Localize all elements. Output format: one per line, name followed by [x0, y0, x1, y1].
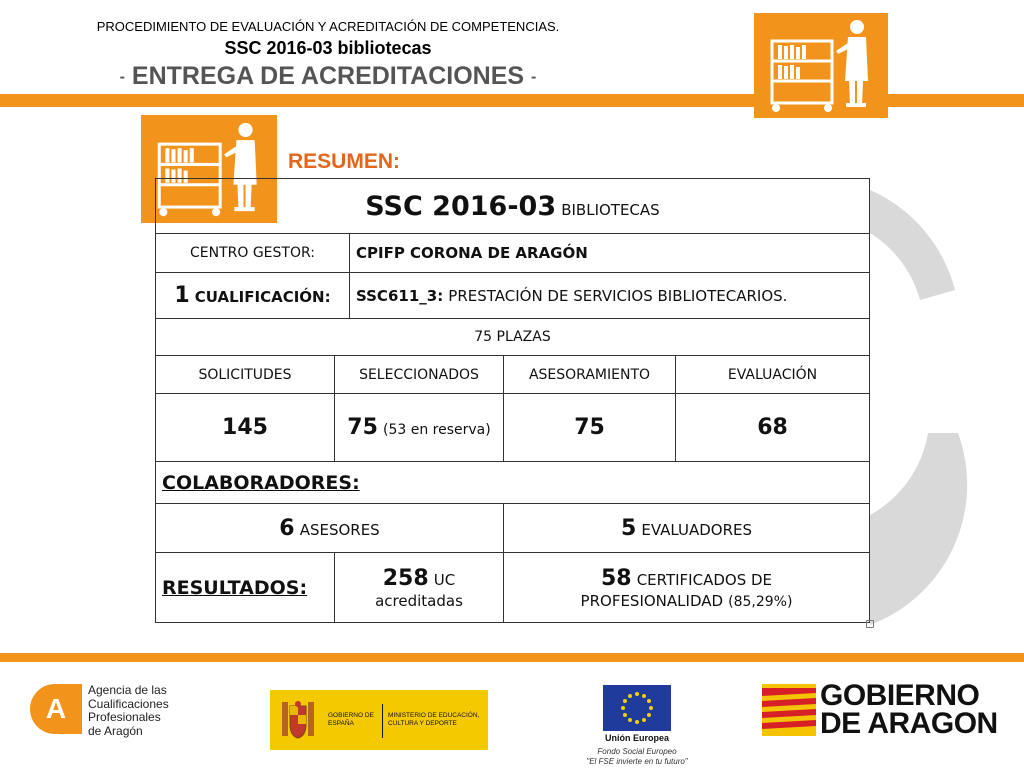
- table-title-code: SSC 2016-03: [365, 190, 557, 222]
- cualificacion-label: CUALIFICACIÓN:: [194, 288, 331, 306]
- header-seleccionados: SELECCIONADOS: [335, 356, 504, 394]
- summary-table: [155, 178, 870, 623]
- asesores-cell: [156, 504, 504, 553]
- certificados-percent: (85,29%): [728, 593, 793, 610]
- uc-cell: [335, 553, 504, 623]
- slide-marker-icon: [866, 620, 874, 628]
- acpa-text: [88, 684, 169, 738]
- value-seleccionados: 75: [347, 415, 378, 440]
- table-row: [156, 553, 870, 623]
- page-title: ENTREGA DE ACREDITACIONES: [131, 62, 525, 90]
- union-europea-logo: [586, 685, 706, 767]
- table-row: [156, 356, 870, 394]
- table-title-cell: [156, 179, 870, 234]
- header-line-3: [0, 62, 656, 91]
- librarian-pictogram-icon: [754, 13, 888, 118]
- asesores-label: ASESORES: [299, 520, 380, 539]
- colaboradores-label: COLABORADORES:: [156, 462, 870, 504]
- table-row: [156, 394, 870, 462]
- acpa-line: de Aragón: [88, 723, 143, 738]
- table-row: [156, 319, 870, 356]
- header-asesoramiento: ASESORAMIENTO: [504, 356, 676, 394]
- shield-icon: [280, 700, 316, 740]
- value-evaluacion: 68: [676, 394, 870, 462]
- acpa-logo: [30, 684, 190, 740]
- acpa-mark-icon: A: [30, 684, 82, 734]
- plazas-cell: 75 PLAZAS: [156, 319, 870, 356]
- eu-flag-icon: [603, 685, 671, 731]
- table-row: [156, 273, 870, 319]
- header-solicitudes: SOLICITUDES: [156, 356, 335, 394]
- ga-line-2: DE ARAGON: [820, 707, 998, 740]
- uc-label-2: acreditadas: [375, 591, 463, 610]
- value-seleccionados-cell: [335, 394, 504, 462]
- decorative-c-shape: [870, 185, 1024, 625]
- cualificacion-value-cell: [350, 273, 870, 319]
- table-row: [156, 504, 870, 553]
- gobierno-aragon-text: [820, 679, 998, 740]
- table-row: [156, 462, 870, 504]
- header-line-1: PROCEDIMIENTO DE EVALUACIÓN Y ACREDITACIÓN DE COMPETENCIAS.: [96, 19, 560, 34]
- acpa-line: Agencia de las: [88, 683, 167, 697]
- table-row: [156, 179, 870, 234]
- evaluadores-cell: [504, 504, 870, 553]
- ministerio-text: MINISTERIO DE EDUCACIÓN, CULTURA Y DEPORTE: [388, 712, 480, 727]
- logo-divider: [382, 704, 383, 738]
- cualificacion-desc: PRESTACIÓN DE SERVICIOS BIBLIOTECARIOS.: [448, 287, 788, 305]
- cualificacion-code: SSC611_3:: [356, 287, 444, 305]
- centro-value: CPIFP CORONA DE ARAGÓN: [350, 234, 870, 273]
- gobierno-aragon-logo: [762, 679, 1002, 740]
- header-dash: -: [119, 68, 125, 86]
- evaluadores-label: EVALUADORES: [641, 520, 753, 539]
- header-evaluacion: EVALUACIÓN: [676, 356, 870, 394]
- union-europea-text: Unión Europea: [604, 733, 669, 743]
- bottom-orange-bar: [0, 653, 1024, 662]
- fse-text: Fondo Social Europeo: [597, 747, 677, 756]
- cualificacion-label-cell: [156, 273, 350, 319]
- certificados-label: CERTIFICADOS DE: [636, 570, 773, 589]
- uc-count: 258: [382, 565, 429, 591]
- value-solicitudes: 145: [156, 394, 335, 462]
- table-title-sub: BIBLIOTECAS: [561, 200, 660, 219]
- table-row: [156, 234, 870, 273]
- header-line-2: SSC 2016-03 bibliotecas: [224, 38, 432, 58]
- resumen-heading: RESUMEN:: [288, 150, 401, 173]
- gobierno-espana-logo: [270, 690, 488, 750]
- asesores-count: 6: [279, 515, 295, 541]
- acpa-line: Cualificaciones: [88, 696, 169, 711]
- certificados-count: 58: [600, 565, 632, 591]
- acpa-line: Profesionales: [88, 710, 161, 724]
- certificados-cell: [504, 553, 870, 623]
- evaluadores-count: 5: [620, 515, 637, 541]
- gobierno-espana-text: GOBIERNO DE ESPAÑA: [328, 712, 374, 727]
- resultados-label: RESULTADOS:: [156, 553, 335, 623]
- aragon-flag-icon: [762, 684, 816, 736]
- uc-label: UC: [433, 570, 456, 589]
- value-asesoramiento: 75: [504, 394, 676, 462]
- value-seleccionados-note: (53 en reserva): [383, 422, 491, 438]
- fse-motto: "El FSE invierte en tu futuro": [586, 757, 688, 766]
- ga-line-1: GOBIERNO: [820, 679, 980, 712]
- header-dash-end: -: [531, 68, 537, 86]
- certificados-label-2: PROFESIONALIDAD: [580, 591, 724, 610]
- centro-label: CENTRO GESTOR:: [156, 234, 350, 273]
- cualificacion-count: 1: [174, 283, 190, 308]
